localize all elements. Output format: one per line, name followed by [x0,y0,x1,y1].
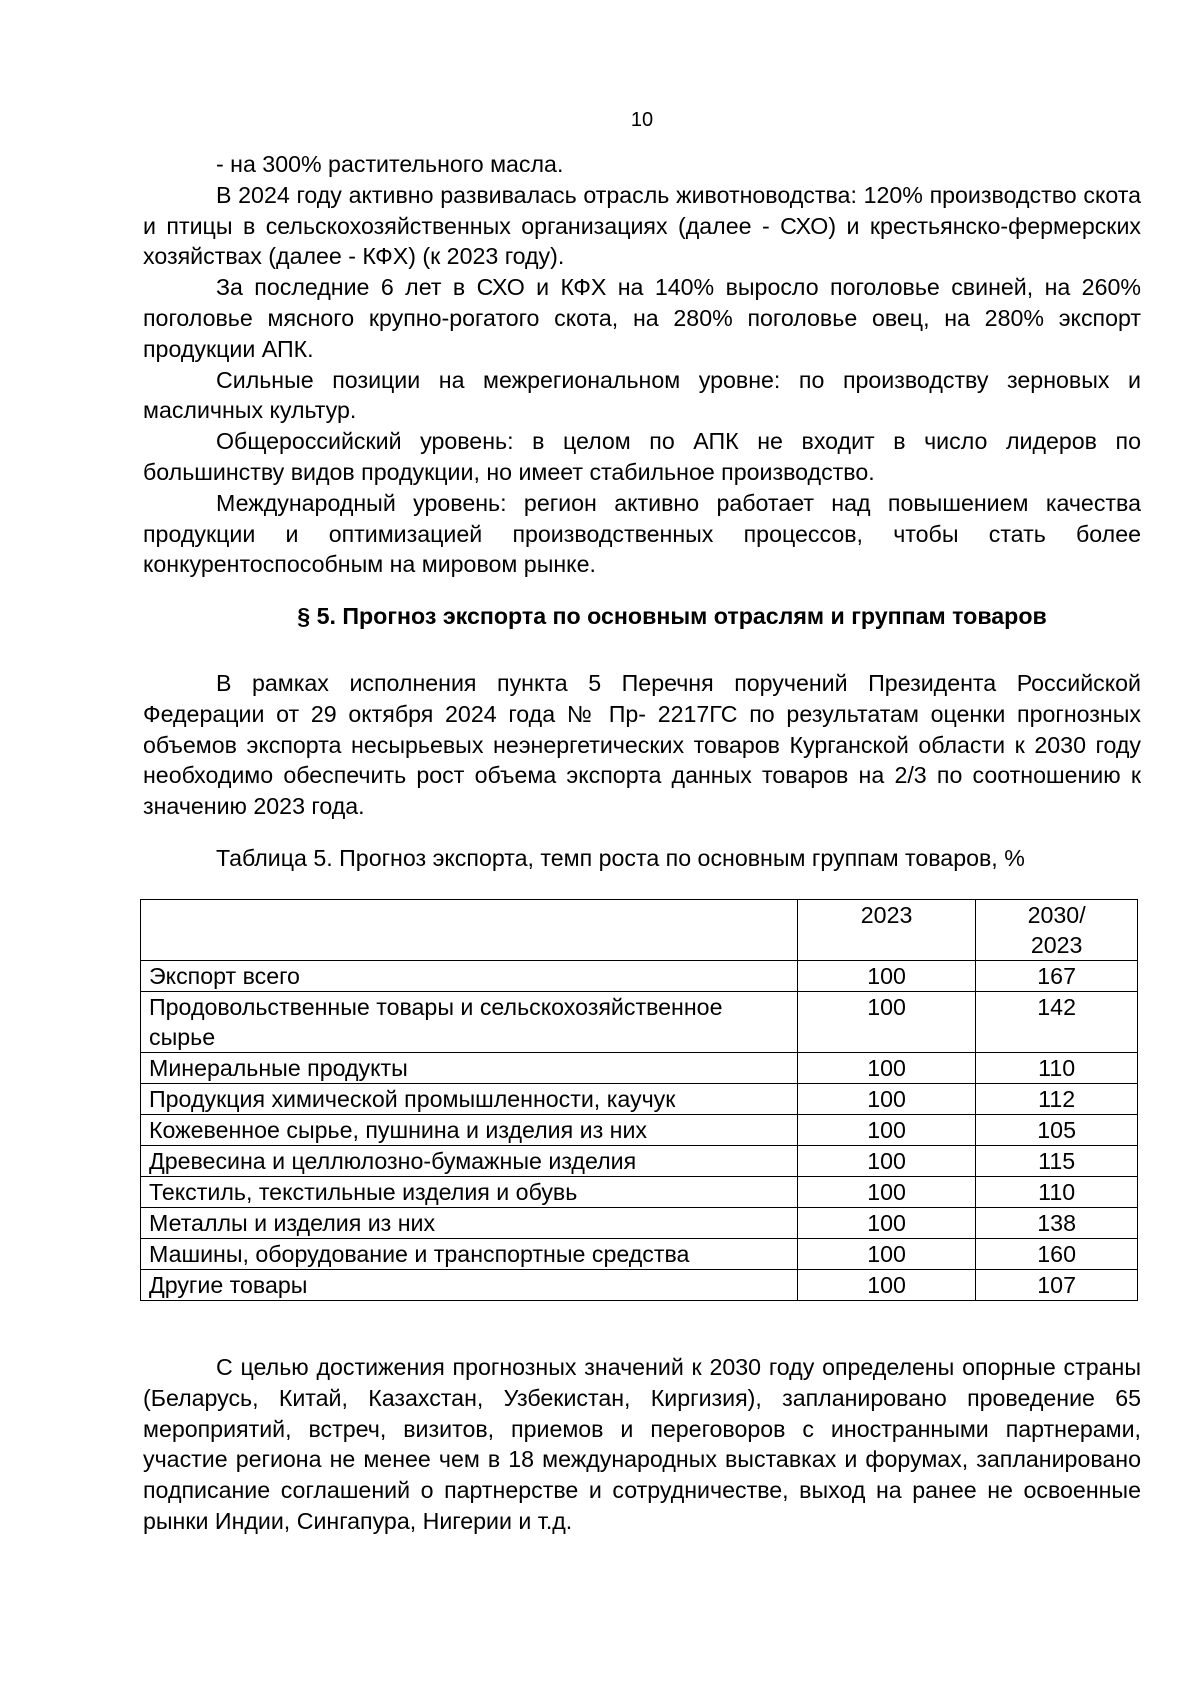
table-row [141,992,1138,1053]
page-number: 10 [630,109,654,131]
table-caption: Таблица 5. Прогноз экспорта, темп роста по основным группам товаров, % [216,845,1025,871]
table-cell-2023: 100 [797,1084,975,1115]
section-heading: § 5. Прогноз экспорта по основным отраслям и группам товаров [297,603,1047,629]
table-cell-2023: 100 [797,1270,975,1301]
table-cell-name: Продовольственные товары и сельскохозяйственное сырье [141,992,798,1053]
table-row [141,1177,1138,1208]
table-cell-name: Металлы и изделия из них [141,1208,798,1239]
table-cell-2030-2023: 142 [976,992,1138,1053]
paragraph: В 2024 году активно развивалась отрасль животноводства: 120% производство скота и птицы в сельскохозяйственных организациях (далее - СХО) и крестьянско-фермерских хозяйствах (далее - КФХ) (к 2023 году). [143,181,1141,270]
table-row [141,1270,1138,1301]
table-cell-name: Текстиль, текстильные изделия и обувь [141,1177,798,1208]
table-header-row [141,900,1138,961]
table-cell-2030-2023: 138 [976,1208,1138,1239]
table-header-cell: 2030/ 2023 [976,900,1138,961]
table-row [141,961,1138,992]
table-row [141,1053,1138,1084]
paragraph: Международный уровень: регион активно работает над повышением качества продукции и оптимизацией производственных процессов, чтобы стать более конкурентоспособным на мировом рынке. [143,489,1141,578]
paragraph: За последние 6 лет в СХО и КФХ на 140% выросло поголовье свиней, на 260% поголовье мясного крупно-рогатого скота, на 280% поголовье овец, на 280% экспорт продукции АПК. [143,274,1141,362]
intro-text-block [143,668,1141,822]
table-cell-name: Машины, оборудование и транспортные средства [141,1239,798,1270]
table-cell-2030-2023: 107 [976,1270,1138,1301]
table-cell-2023: 100 [797,1239,975,1270]
top-text-block [143,149,1141,580]
table-cell-2023: 100 [797,1053,975,1084]
final-text-block [143,1352,1141,1537]
table-cell-2030-2023: 105 [976,1115,1138,1146]
paragraph: - на 300% растительного масла. [216,151,564,177]
table-cell-2023: 100 [797,1208,975,1239]
table-row [141,1084,1138,1115]
table-cell-2030-2023: 115 [976,1146,1138,1177]
table-header-cell [141,900,798,961]
table-cell-2030-2023: 167 [976,961,1138,992]
table-row [141,1239,1138,1270]
table-cell-2023: 100 [797,992,975,1053]
table-row [141,1115,1138,1146]
table-cell-name: Продукция химической промышленности, каучук [141,1084,798,1115]
paragraph: Сильные позиции на межрегиональном уровне: по производству зерновых и масличных культур. [143,366,1141,424]
table-cell-name: Древесина и целлюлозно-бумажные изделия [141,1146,798,1177]
paragraph: В рамках исполнения пункта 5 Перечня поручений Президента Российской Федерации от 29 октября 2024 года № Пр- 2217ГС по результатам оценки прогнозных объемов экспорта несырьевых неэнергетических товаров Курганской области к 2030 году необходимо обеспечить рост объема экспорта данных товаров на 2/3 по соотношению к значению 2023 года. [143,670,1141,820]
table-cell-2023: 100 [797,1115,975,1146]
table-cell-2030-2023: 112 [976,1084,1138,1115]
table-cell-name: Экспорт всего [141,961,798,992]
paragraph: С целью достижения прогнозных значений к 2030 году определены опорные страны (Беларусь, Китай, Казахстан, Узбекистан, Киргизия), запланировано проведение 65 мероприятий, встреч, визитов, приемов и переговоров с иностранными партнерами, участие региона не менее чем в 18 международных выставках и форумах, запланировано подписание соглашений о партнерстве и сотрудничестве, выход на ранее не освоенные рынки Индии, Сингапура, Нигерии и т.д. [143,1354,1141,1534]
table-cell-2030-2023: 110 [976,1177,1138,1208]
export-forecast-table [140,899,1138,1301]
table-cell-2023: 100 [797,1146,975,1177]
table-cell-2023: 100 [797,1177,975,1208]
paragraph: Общероссийский уровень: в целом по АПК не входит в число лидеров по большинству видов продукции, но имеет стабильное производство. [143,428,1141,485]
table-cell-name: Другие товары [141,1270,798,1301]
table-cell-2030-2023: 160 [976,1239,1138,1270]
table-body [141,961,1138,1301]
table-cell-2023: 100 [797,961,975,992]
table-row [141,1146,1138,1177]
table-cell-2030-2023: 110 [976,1053,1138,1084]
table-row [141,1208,1138,1239]
table-header-cell: 2023 [797,900,975,961]
table-cell-name: Минеральные продукты [141,1053,798,1084]
table-cell-name: Кожевенное сырье, пушнина и изделия из них [141,1115,798,1146]
